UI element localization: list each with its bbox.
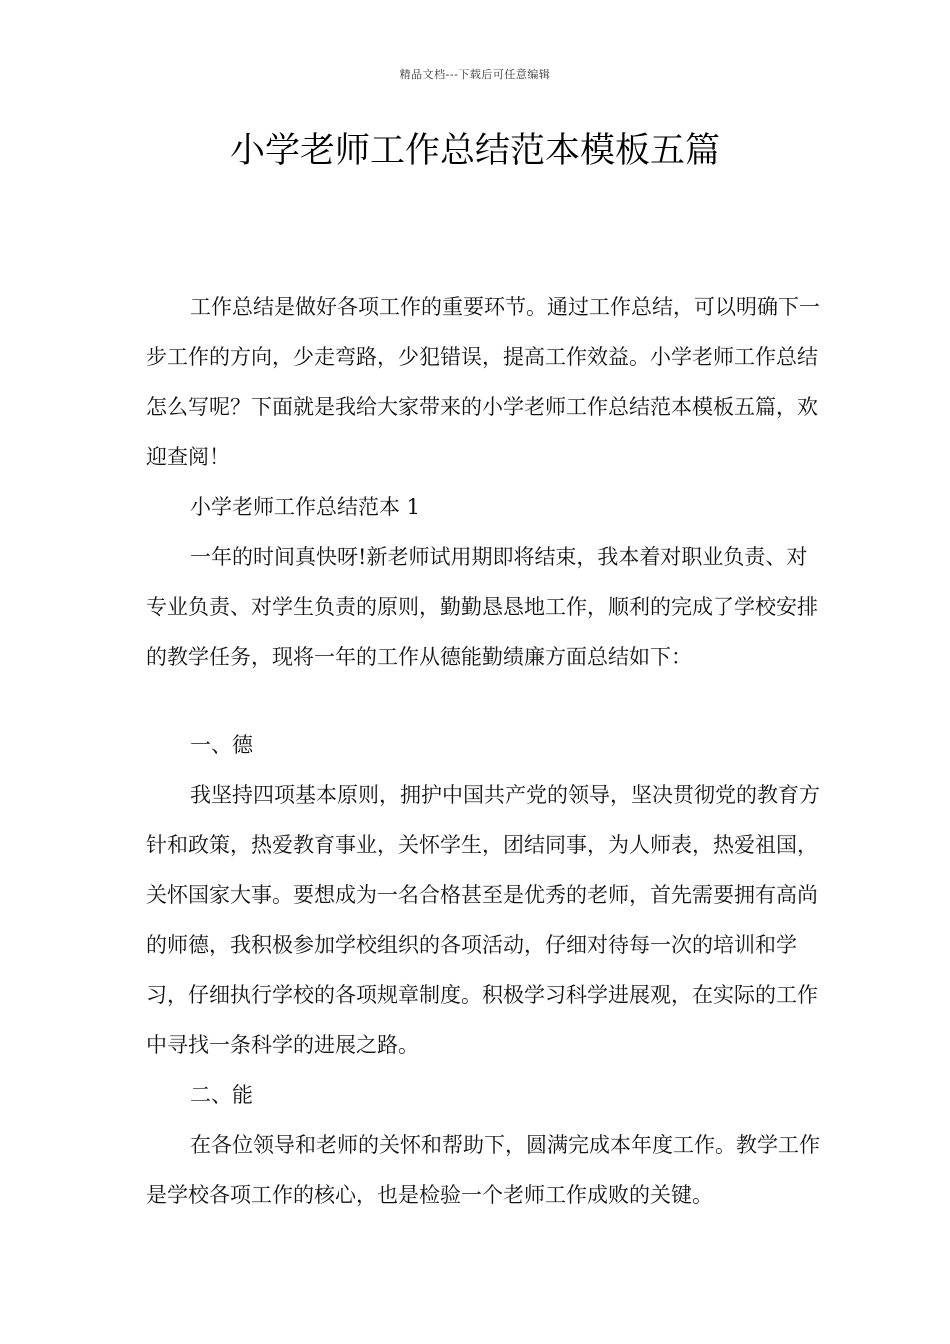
header-note: 精品文档---下载后可任意编辑 bbox=[399, 68, 551, 81]
document-title: 小学老师工作总结范本模板五篇 bbox=[229, 131, 720, 171]
document-body bbox=[146, 282, 826, 1220]
paragraph-gap bbox=[146, 682, 826, 720]
intro-paragraph: 工作总结是做好各项工作的重要环节。通过工作总结，可以明确下一步工作的方向，少走弯路，少犯错误，提高工作效益。小学老师工作总结怎么写呢？下面就是我给大家带来的小学老师工作总结范本模板五篇，欢迎查阅！ bbox=[146, 295, 820, 469]
neng-heading: 二、能 bbox=[190, 1083, 253, 1107]
de-heading: 一、德 bbox=[190, 733, 253, 757]
de-paragraph: 我坚持四项基本原则，拥护中国共产党的领导，坚决贯彻党的教育方针和政策，热爱教育事业，关怀学生，团结同事，为人师表，热爱祖国，关怀国家大事。要想成为一名合格甚至是优秀的老师，首先需要拥有高尚的师德，我积极参加学校组织的各项活动，仔细对待每一次的培训和学习，仔细执行学校的各项规章制度。积极学习科学进展观，在实际的工作中寻找一条科学的进展之路。 bbox=[146, 783, 820, 1057]
section-1-intro-paragraph: 一年的时间真快呀!新老师试用期即将结束，我本着对职业负责、对专业负责、对学生负责的原则，勤勤恳恳地工作，顺利的完成了学校安排的教学任务，现将一年的工作从德能勤绩廉方面总结如下： bbox=[146, 545, 818, 669]
neng-paragraph: 在各位领导和老师的关怀和帮助下，圆满完成本年度工作。教学工作是学校各项工作的核心，也是检验一个老师工作成败的关键。 bbox=[146, 1133, 820, 1207]
section-1-title: 小学老师工作总结范本 1 bbox=[190, 495, 421, 519]
